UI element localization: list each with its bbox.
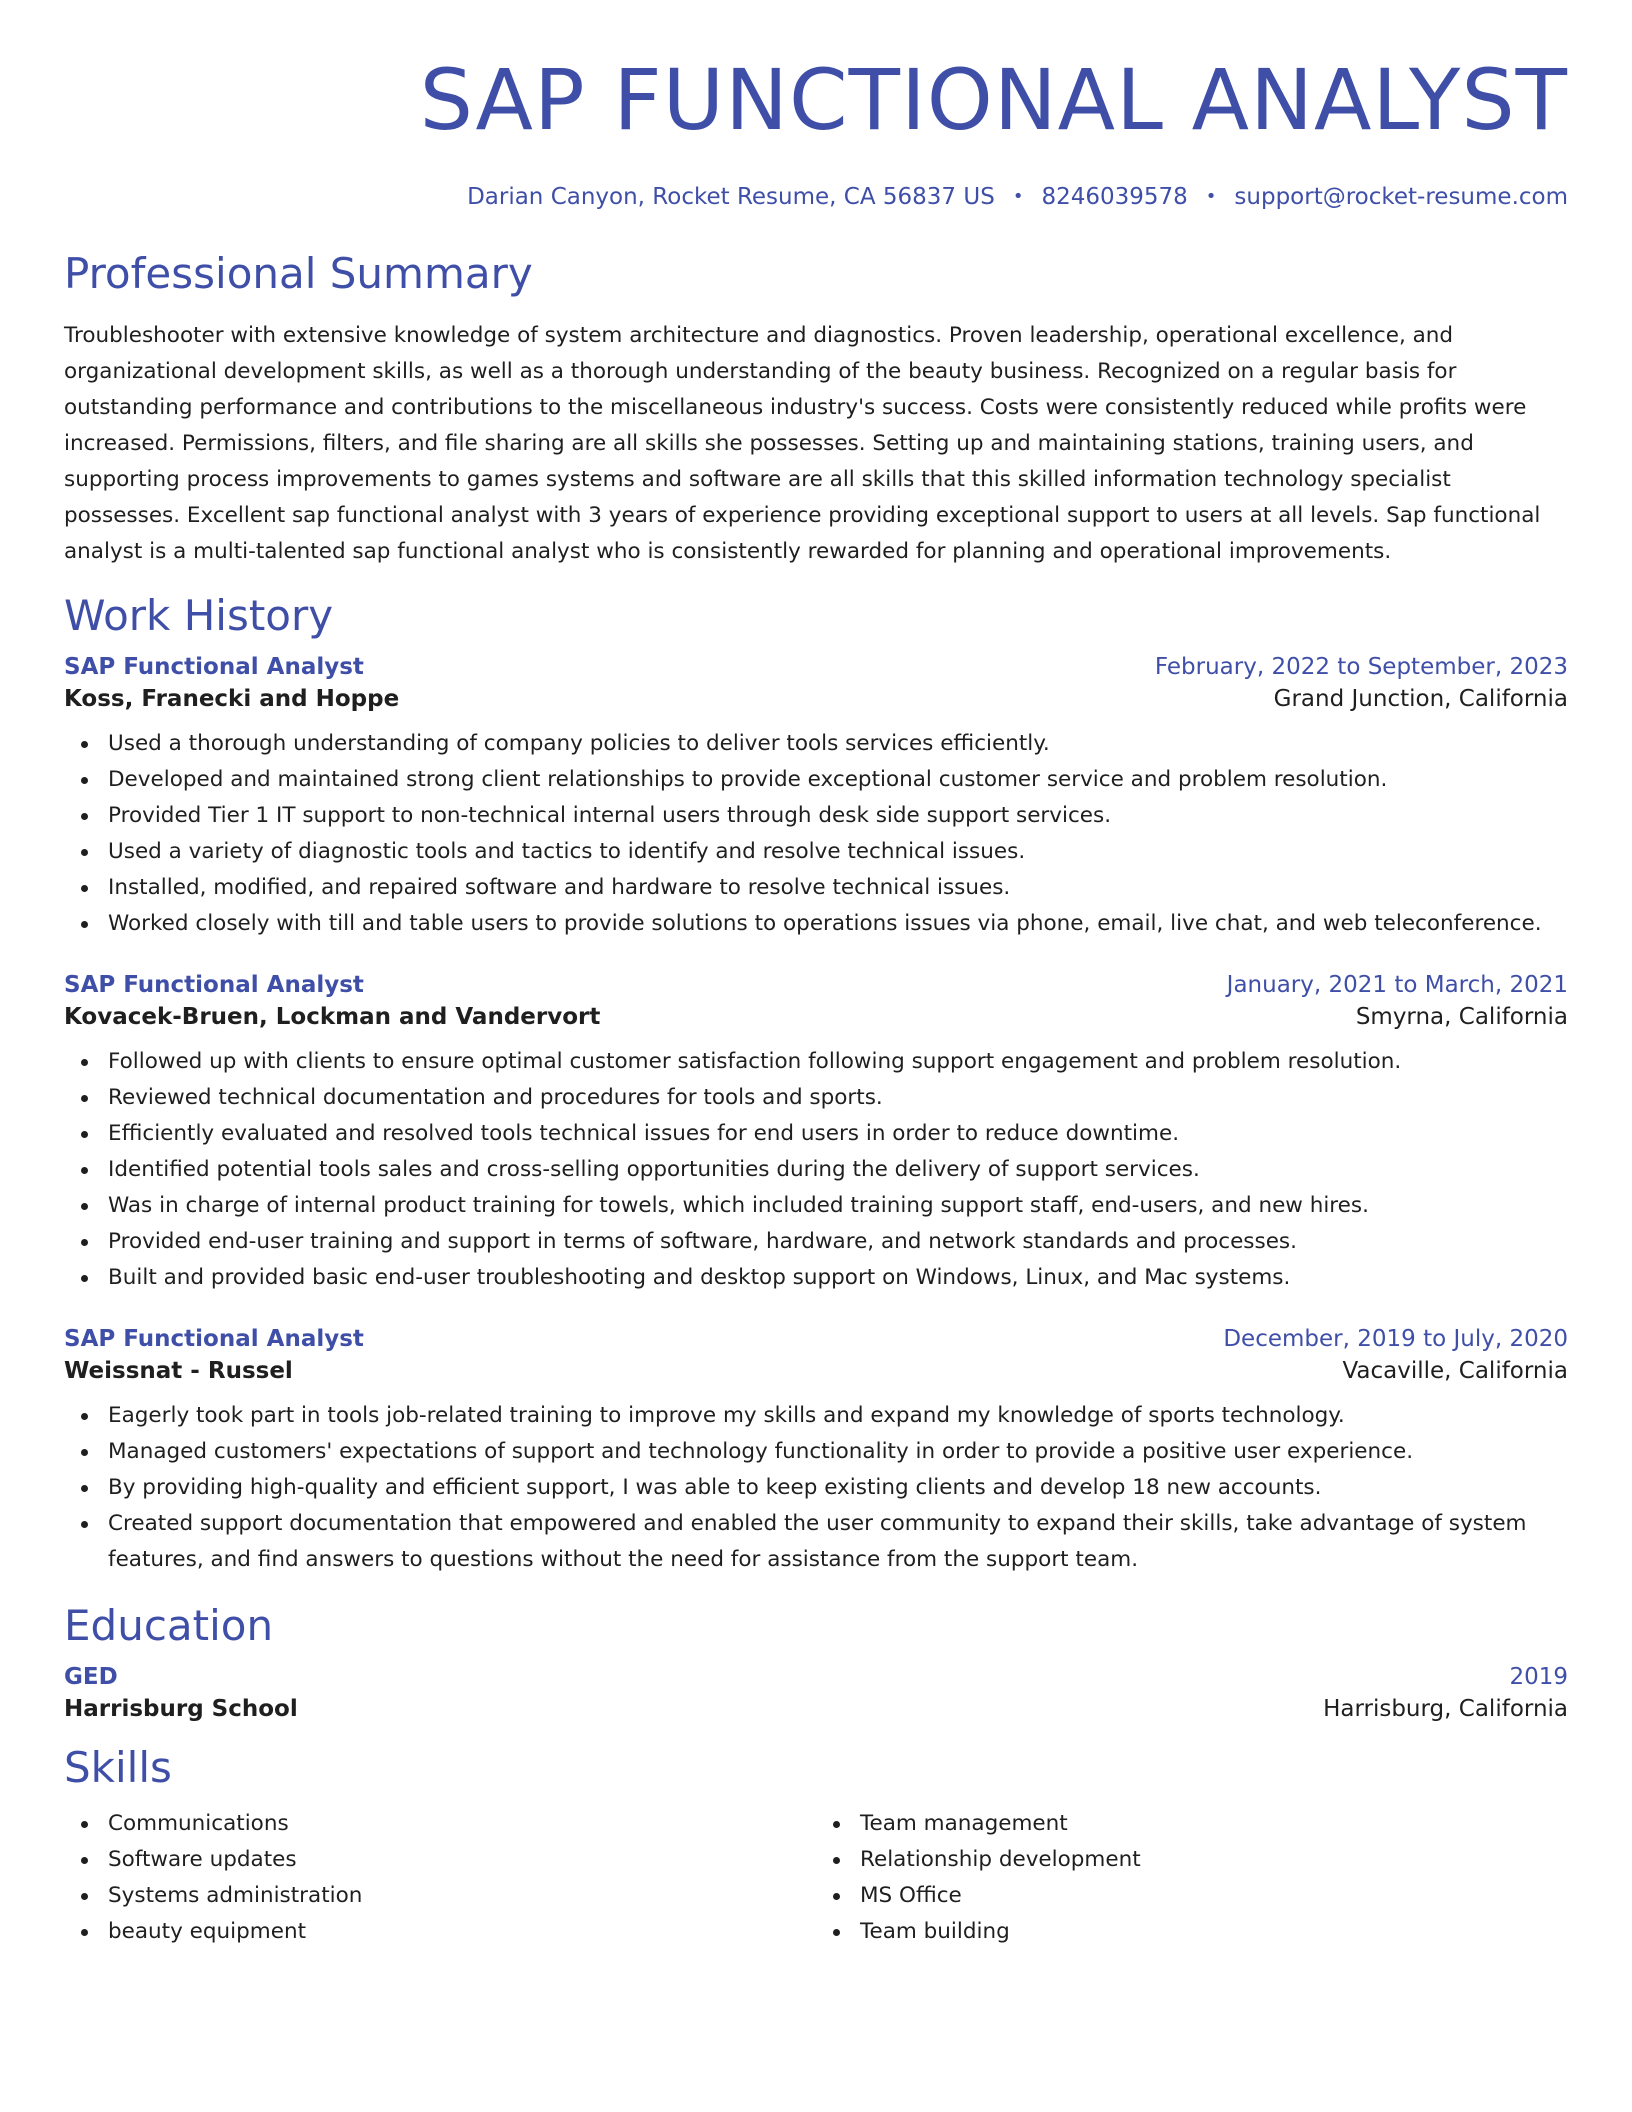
- education-header-row: [64, 1664, 1568, 1690]
- job-company: Weissnat - Russel: [64, 1358, 293, 1384]
- list-item: Created support documentation that empowered and enabled the user community to expand their skills, take advantage of system features, and find answers to questions without the need for assistance from the support team.: [108, 1506, 1568, 1578]
- list-item: Used a variety of diagnostic tools and tactics to identify and resolve technical issues.: [108, 834, 1568, 870]
- job-bullets: [64, 1044, 1568, 1296]
- list-item: Used a thorough understanding of company policies to deliver tools services efficiently.: [108, 726, 1568, 762]
- list-item: Reviewed technical documentation and procedures for tools and sports.: [108, 1080, 1568, 1116]
- job-dates: December, 2019 to July, 2020: [1223, 1326, 1568, 1352]
- skills-column-right: [816, 1806, 1568, 1950]
- job-company-row: [64, 1004, 1568, 1030]
- list-item: Managed customers' expectations of support and technology functionality in order to provide a positive user experience.: [108, 1434, 1568, 1470]
- skill-item: Software updates: [108, 1842, 816, 1878]
- skill-item: Communications: [108, 1806, 816, 1842]
- list-item: Built and provided basic end-user troubleshooting and desktop support on Windows, Linux, and Mac systems.: [108, 1260, 1568, 1296]
- job-bullets: [64, 726, 1568, 942]
- list-item: By providing high-quality and efficient support, I was able to keep existing clients and develop 18 new accounts.: [108, 1470, 1568, 1506]
- job-header-row: [64, 654, 1568, 680]
- list-item: Provided Tier 1 IT support to non-technical internal users through desk side support services.: [108, 798, 1568, 834]
- skill-item: Systems administration: [108, 1878, 816, 1914]
- list-item: Efficiently evaluated and resolved tools technical issues for end users in order to reduce downtime.: [108, 1116, 1568, 1152]
- job-header-row: [64, 972, 1568, 998]
- contact-separator: •: [1012, 186, 1024, 207]
- contact-line: [64, 180, 1568, 214]
- job-entry: [64, 654, 1568, 942]
- skills-heading: Skills: [64, 1743, 172, 1792]
- job-location: Vacaville, California: [1342, 1358, 1568, 1384]
- job-bullets: [64, 1398, 1568, 1578]
- education-year: 2019: [1509, 1664, 1568, 1690]
- education-entry: [64, 1664, 1568, 1722]
- skill-item: Team management: [860, 1806, 1568, 1842]
- skill-item: Team building: [860, 1914, 1568, 1950]
- job-header-row: [64, 1326, 1568, 1352]
- education-heading: Education: [64, 1601, 274, 1650]
- contact-email: support@rocket-resume.com: [1234, 184, 1568, 210]
- summary-heading: Professional Summary: [64, 249, 533, 298]
- skill-item: Relationship development: [860, 1842, 1568, 1878]
- list-item: Developed and maintained strong client relationships to provide exceptional customer service and problem resolution.: [108, 762, 1568, 798]
- list-item: Was in charge of internal product training for towels, which included training support staff, end-users, and new hires.: [108, 1188, 1568, 1224]
- list-item: Worked closely with till and table users to provide solutions to operations issues via phone, email, live chat, and web teleconference.: [108, 906, 1568, 942]
- job-location: Smyrna, California: [1355, 1004, 1568, 1030]
- job-entry: [64, 1326, 1568, 1578]
- skill-item: beauty equipment: [108, 1914, 816, 1950]
- job-entry: [64, 972, 1568, 1296]
- list-item: Followed up with clients to ensure optimal customer satisfaction following support engagement and problem resolution.: [108, 1044, 1568, 1080]
- job-title: SAP Functional Analyst: [64, 972, 364, 998]
- job-title: SAP Functional Analyst: [64, 654, 364, 680]
- education-location: Harrisburg, California: [1323, 1696, 1568, 1722]
- job-company: Kovacek-Bruen, Lockman and Vandervort: [64, 1004, 601, 1030]
- job-location: Grand Junction, California: [1273, 686, 1568, 712]
- education-degree: GED: [64, 1664, 118, 1690]
- contact-separator: •: [1205, 186, 1217, 207]
- job-title: SAP Functional Analyst: [64, 1326, 364, 1352]
- job-company-row: [64, 686, 1568, 712]
- job-dates: January, 2021 to March, 2021: [1226, 972, 1568, 998]
- job-dates: February, 2022 to September, 2023: [1154, 654, 1568, 680]
- work-history-heading: Work History: [64, 591, 334, 640]
- contact-address: Darian Canyon, Rocket Resume, CA 56837 US: [467, 184, 995, 210]
- skills-list: [64, 1806, 1568, 1950]
- list-item: Installed, modified, and repaired software and hardware to resolve technical issues.: [108, 870, 1568, 906]
- job-company-row: [64, 1358, 1568, 1384]
- skill-item: MS Office: [860, 1878, 1568, 1914]
- summary-text: Troubleshooter with extensive knowledge of system architecture and diagnostics. Proven leadership, operational excellence, and organizational development skills, as well as a thorough understanding of the beauty business. Recognized on a regular basis for outstanding performance and contributions to the miscellaneous industry's success. Costs were consistently reduced while profits were increased. Permissions, filters, and file sharing are all skills she possesses. Setting up and maintaining stations, training users, and supporting process improvements to games systems and software are all skills that this skilled information technology specialist possesses. Excellent sap functional analyst with 3 years of experience providing exceptional support to users at all levels. Sap functional analyst is a multi-talented sap functional analyst who is consistently rewarded for planning and operational improvements.: [64, 323, 1541, 564]
- education-school-row: [64, 1696, 1568, 1722]
- list-item: Provided end-user training and support in terms of software, hardware, and network standards and processes.: [108, 1224, 1568, 1260]
- skills-column-left: [64, 1806, 816, 1950]
- resume-title: SAP FUNCTIONAL ANALYST: [419, 51, 1568, 149]
- education-school: Harrisburg School: [64, 1696, 298, 1722]
- job-company: Koss, Franecki and Hoppe: [64, 686, 400, 712]
- contact-phone: 8246039578: [1041, 184, 1188, 210]
- list-item: Eagerly took part in tools job-related training to improve my skills and expand my knowledge of sports technology.: [108, 1398, 1568, 1434]
- list-item: Identified potential tools sales and cross-selling opportunities during the delivery of support services.: [108, 1152, 1568, 1188]
